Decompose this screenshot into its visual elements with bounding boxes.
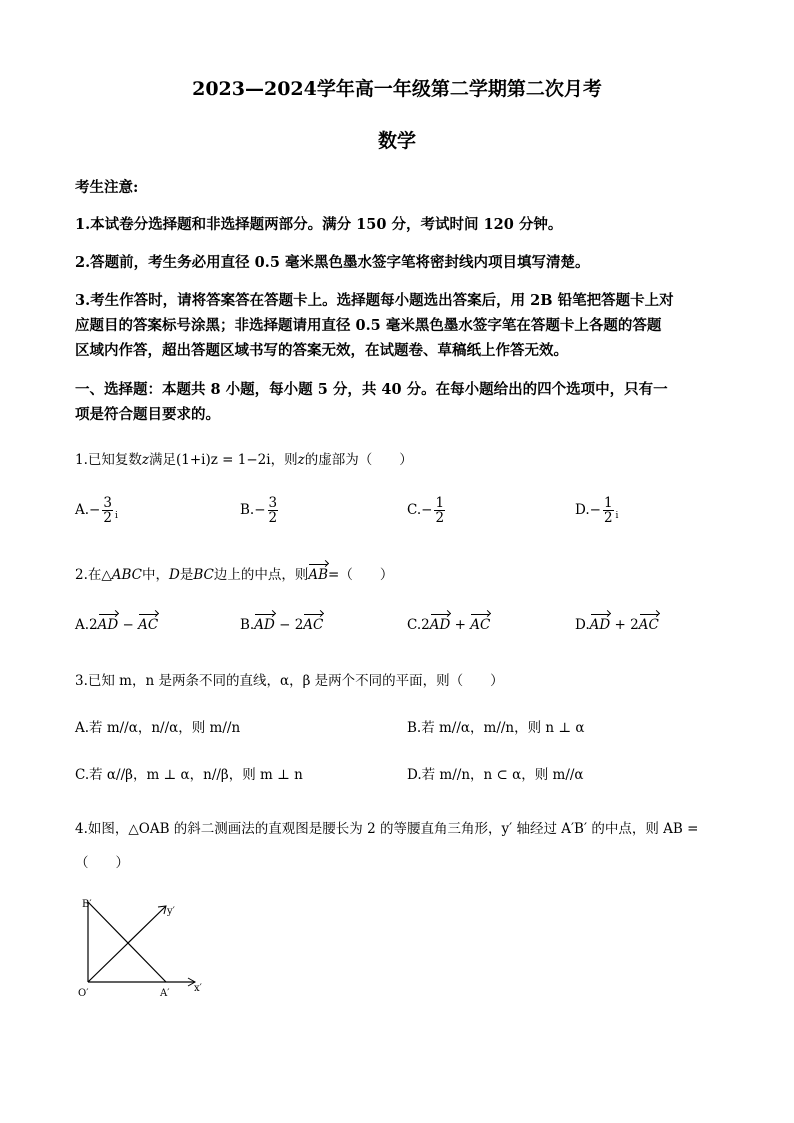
question-4-line-2: （ ） [75, 855, 129, 871]
notice-item-1: 1.本试卷分选择题和非选择题两部分。满分 150 分，考试时间 120 分钟。 [75, 216, 563, 233]
question-4-line-1: 4.如图，△OAB 的斜二测画法的直观图是腰长为 2 的等腰直角三角形，y′ 轴经过 A′B′ 的中点，则 AB = [75, 821, 699, 837]
question-3-option-a: A.若 m//α，n//α，则 m//n [75, 720, 241, 736]
notice-item-2: 2.答题前，考生务必用直径 0.5 毫米黑色墨水签字笔将密封线内项目填写清楚。 [75, 254, 590, 271]
subject-title: 数学 [377, 130, 416, 152]
question-1-stem: 1.已知复数z满足(1+i)z = 1−2i，则z的虚部为（ ） [75, 452, 413, 468]
question-1-option-c: C.− $\frac{1}{2}$ [407, 495, 445, 527]
vector-ab: AB [308, 567, 329, 583]
question-2-option-d: D.AD + 2AC [575, 617, 659, 633]
notice-item-3-line-1: 3.考生作答时，请将答案答在答题卡上。选择题每小题选出答案后，用 2B 铅笔把答题卡上对 [75, 292, 674, 309]
question-3-stem: 3.已知 m，n 是两条不同的直线，α，β 是两个不同的平面，则（ ） [75, 673, 504, 689]
notice-item-3-line-2: 应题目的答案标号涂黑；非选择题请用直径 0.5 毫米黑色墨水签字笔在答题卡上各题的答题 [75, 317, 662, 334]
question-1-option-d: D.− $\frac{1}{2}$ $_i$ [575, 495, 619, 527]
label-o-prime: O′ [78, 988, 89, 999]
exam-title: 2023—2024学年高一年级第二学期第二次月考 [192, 78, 602, 100]
section-1-line-1: 一、选择题：本题共 8 小题，每小题 5 分，共 40 分。在每小题给出的四个选项中，只有一 [75, 381, 668, 398]
question-3-option-b: B.若 m//α，m//n，则 n ⊥ α [407, 720, 585, 736]
question-1-option-b: B.− $\frac{3}{2}$ [240, 495, 278, 527]
notice-heading: 考生注意: [75, 179, 139, 196]
question-1-option-a: A.− $\frac{3}{2}$ $_i$ [75, 495, 118, 527]
question-1-equation: (1+i)z = 1−2i [176, 452, 271, 468]
question-2-option-b: B.AD − 2AC [240, 617, 324, 633]
question-4-figure [70, 890, 210, 1015]
notice-item-3-line-3: 区域内作答，超出答题区域书写的答案无效，在试题卷、草稿纸上作答无效。 [75, 342, 568, 359]
label-x-prime: x′ [194, 983, 202, 994]
question-2-option-c: C.2AD + AC [407, 617, 491, 633]
question-3-option-d: D.若 m//n，n ⊂ α，则 m//α [407, 767, 584, 783]
question-2-stem: 2.在△ABC中，D是BC边上的中点，则AB=（ ） [75, 567, 394, 583]
label-y-prime: y′ [167, 906, 175, 917]
question-2-option-a: A.2AD − AC [75, 617, 159, 633]
label-b-prime: B′ [82, 899, 92, 910]
question-3-option-c: C.若 α//β，m ⊥ α，n//β，则 m ⊥ n [75, 767, 303, 783]
section-1-line-2: 项是符合题目要求的。 [75, 406, 220, 423]
label-a-prime: A′ [160, 988, 170, 999]
